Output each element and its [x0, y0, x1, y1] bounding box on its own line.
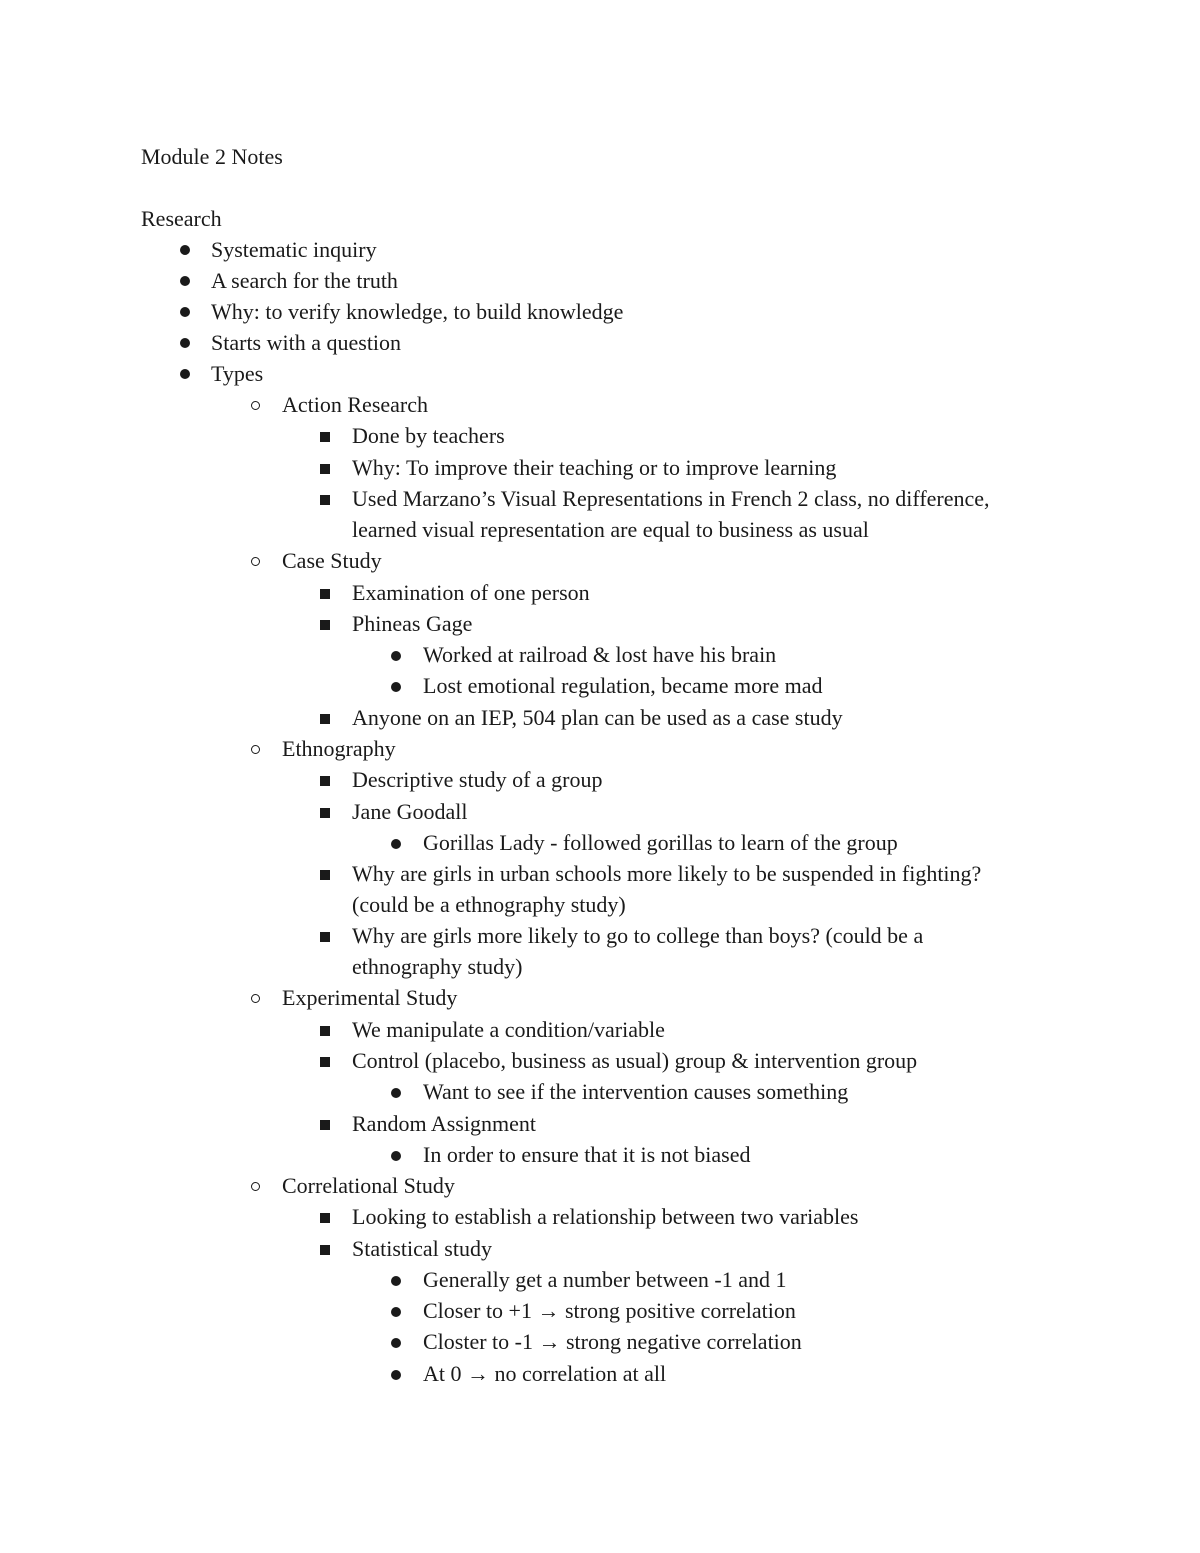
- bullet-square-icon: [320, 464, 330, 474]
- list-item-subheading: Case Study: [282, 548, 382, 573]
- list-item: Lost emotional regulation, became more mad: [423, 673, 823, 698]
- list-item: In order to ensure that it is not biased: [423, 1142, 751, 1167]
- bullet-dot-icon: [391, 839, 401, 849]
- bullet-dot-icon: [180, 307, 190, 317]
- bullet-dot-icon: [391, 1338, 401, 1348]
- bullet-square-icon: [320, 870, 330, 880]
- bullet-circle-icon: [251, 557, 260, 566]
- bullet-dot-icon: [180, 338, 190, 348]
- bullet-square-icon: [320, 1057, 330, 1067]
- list-item: Statistical study: [352, 1236, 492, 1261]
- list-item: Used Marzano’s Visual Representations in French 2 class, no difference,: [352, 486, 990, 511]
- bullet-square-icon: [320, 932, 330, 942]
- bullet-square-icon: [320, 1026, 330, 1036]
- bullet-dot-icon: [180, 369, 190, 379]
- list-item-subheading: Correlational Study: [282, 1173, 455, 1198]
- list-item: Systematic inquiry: [211, 237, 377, 262]
- bullet-dot-icon: [391, 1276, 401, 1286]
- list-item: Phineas Gage: [352, 611, 473, 636]
- list-item: Worked at railroad & lost have his brain: [423, 642, 777, 667]
- list-item: Looking to establish a relationship between two variables: [352, 1204, 859, 1229]
- list-item: Closer to +1 → strong positive correlation: [423, 1298, 796, 1323]
- list-item: Anyone on an IEP, 504 plan can be used as a case study: [352, 705, 843, 730]
- list-item: Done by teachers: [352, 423, 505, 448]
- list-item-continuation: ethnography study): [352, 954, 523, 979]
- bullet-circle-icon: [251, 994, 260, 1003]
- bullet-dot-icon: [391, 682, 401, 692]
- list-item: Jane Goodall: [352, 799, 468, 824]
- list-item-continuation: learned visual representation are equal to business as usual: [352, 517, 869, 542]
- list-item: Gorillas Lady - followed gorillas to learn of the group: [423, 830, 898, 855]
- bullet-square-icon: [320, 589, 330, 599]
- list-item: Why: To improve their teaching or to improve learning: [352, 455, 837, 480]
- list-item-subheading: Action Research: [282, 392, 428, 417]
- section-heading: Research: [141, 206, 222, 231]
- list-item: We manipulate a condition/variable: [352, 1017, 665, 1042]
- list-item: Examination of one person: [352, 580, 590, 605]
- bullet-dot-icon: [391, 651, 401, 661]
- document-title: Module 2 Notes: [141, 144, 283, 169]
- list-item: Why are girls more likely to go to college than boys? (could be a: [352, 923, 924, 948]
- list-item: Why are girls in urban schools more likely to be suspended in fighting?: [352, 861, 982, 886]
- bullet-square-icon: [320, 808, 330, 818]
- list-item: Types: [211, 361, 264, 386]
- list-item: Generally get a number between -1 and 1: [423, 1267, 787, 1292]
- bullet-square-icon: [320, 714, 330, 724]
- bullet-dot-icon: [180, 276, 190, 286]
- bullet-square-icon: [320, 1245, 330, 1255]
- bullet-square-icon: [320, 495, 330, 505]
- bullet-square-icon: [320, 432, 330, 442]
- list-item: Want to see if the intervention causes something: [423, 1079, 849, 1104]
- list-item-subheading: Ethnography: [282, 736, 396, 761]
- list-item: Random Assignment: [352, 1111, 536, 1136]
- bullet-dot-icon: [391, 1088, 401, 1098]
- bullet-dot-icon: [391, 1151, 401, 1161]
- bullet-dot-icon: [180, 245, 190, 255]
- list-item-continuation: (could be a ethnography study): [352, 892, 626, 917]
- list-item: Why: to verify knowledge, to build knowledge: [211, 299, 624, 324]
- list-item: Descriptive study of a group: [352, 767, 603, 792]
- list-item-subheading: Experimental Study: [282, 985, 458, 1010]
- bullet-square-icon: [320, 1213, 330, 1223]
- bullet-circle-icon: [251, 745, 260, 754]
- bullet-square-icon: [320, 1120, 330, 1130]
- bullet-circle-icon: [251, 1182, 260, 1191]
- bullet-square-icon: [320, 776, 330, 786]
- list-item: At 0 → no correlation at all: [423, 1361, 667, 1386]
- list-item: Closter to -1 → strong negative correlation: [423, 1329, 802, 1354]
- list-item: A search for the truth: [211, 268, 398, 293]
- list-item: Starts with a question: [211, 330, 402, 355]
- bullet-dot-icon: [391, 1370, 401, 1380]
- bullet-circle-icon: [251, 401, 260, 410]
- list-item: Control (placebo, business as usual) group & intervention group: [352, 1048, 918, 1073]
- bullet-square-icon: [320, 620, 330, 630]
- bullet-dot-icon: [391, 1307, 401, 1317]
